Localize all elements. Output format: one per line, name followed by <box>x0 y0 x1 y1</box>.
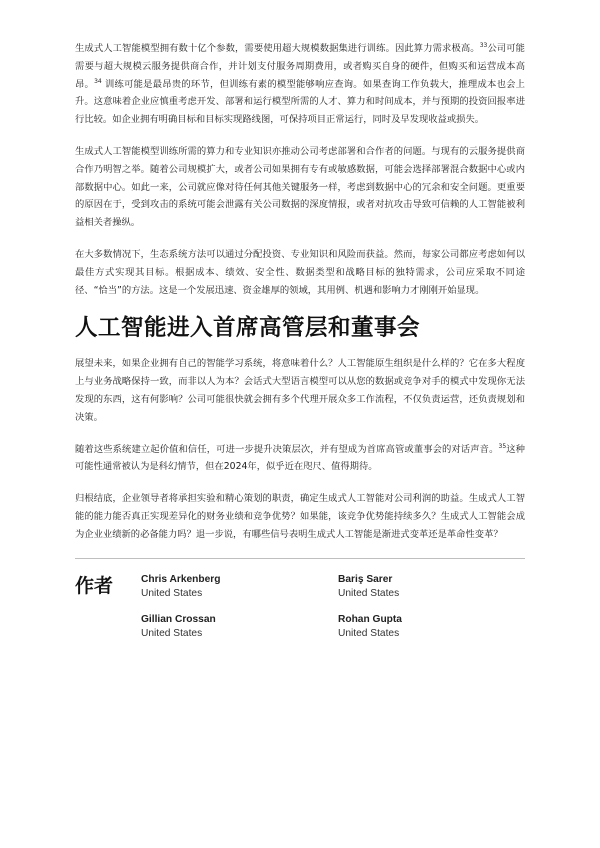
author-name: Gillian Crossan <box>141 613 216 625</box>
author-card <box>141 613 216 641</box>
paragraph-text: 在大多数情况下，生态系统方法可以通过分配投资、专业知识和风险而获益。然而，每家公司都应考虑如何以最佳方式实现其目标。根据成本、绩效、安全性、数据类型和战略目标的独特需求，公司应采取不同途径、“恰当”的方法。这是一个发展迅速、资金雄厚的领域，其用例、机遇和影响力才刚刚开始显现。 <box>75 248 525 296</box>
authors-heading: 作者 <box>75 574 114 597</box>
paragraph <box>75 143 525 232</box>
footnote-ref: 33 <box>479 41 488 49</box>
authors-section <box>75 573 525 663</box>
author-card <box>338 573 399 601</box>
paragraph <box>75 490 525 543</box>
paragraph-text: 随着这些系统建立起价值和信任，可进一步提升决策层次，并有望成为首席高管或董事会的对话声音。 <box>75 443 499 455</box>
paragraph-text: 训练可能是最昂贵的环节，但训练有素的模型能够响应查询。如果查询工作负载大，推理成本也会上升。这意味着企业应慎重考虑开发、部署和运行模型所需的人才、算力和时间成本，并与预期的投资回报率进行比较。如企业拥有明确目标和目标实现路线图，可保持项目正常运行，同时及早发现收益或损失。 <box>75 78 525 126</box>
paragraph-text: 归根结底，企业领导者将承担实验和精心策划的职责，确定生成式人工智能对公司利润的助益。生成式人工智能的能力能否真正实现差异化的财务业绩和竞争优势？如果能，该竞争优势能持续多久？生成式人工智能会成为企业业绩新的必备能力吗？退一步说，有哪些信号表明生成式人工智能是渐进式变革还是革命性变革？ <box>75 493 525 540</box>
author-card <box>141 573 220 601</box>
paragraph <box>75 40 525 129</box>
paragraph <box>75 246 525 299</box>
paragraph-text: 展望未来，如果企业拥有自己的智能学习系统，将意味着什么？人工智能原生组织是什么样的？它在多大程度上与业务战略保持一致，而非以人为本？会话式大型语言模型可以从您的数据或竞争对手的模式中发现你无法发现的东西，这有何影响？公司可能很快就会拥有多个代理开展众多工作流程，不仅负责运营，还负责规划和决策。 <box>75 358 525 423</box>
footnote-ref: 35 <box>498 442 507 450</box>
divider <box>75 558 525 559</box>
section-title: 人工智能进入首席高管层和董事会 <box>75 315 421 342</box>
paragraph-text: 公司可能需要与超大规模云服务提供商合作，并计划支付服务周期费用，或者购买自身的硬件，但购买和运营成本高昂。 <box>75 43 525 90</box>
author-card <box>338 613 402 641</box>
paragraph-text: 这种可能性通常被认为是科幻情节，但在2024年，似乎近在咫尺、值得期待。 <box>75 443 525 473</box>
paragraph <box>75 355 525 426</box>
author-name: Chris Arkenberg <box>141 573 221 585</box>
paragraph <box>75 441 525 477</box>
page-content <box>75 40 525 663</box>
intro-paragraphs <box>75 40 525 299</box>
paragraph-text: 生成式人工智能模型拥有数十亿个参数，需要使用超大规模数据集进行训练。因此算力需求极高。 <box>75 43 480 54</box>
author-country: United States <box>141 587 203 599</box>
author-country: United States <box>338 627 400 639</box>
footnote-ref: 34 <box>94 77 102 85</box>
author-name: Bariş Sarer <box>338 573 393 585</box>
author-country: United States <box>141 627 203 639</box>
section-paragraphs <box>75 355 525 543</box>
author-name: Rohan Gupta <box>338 613 402 625</box>
paragraph-text: 生成式人工智能模型训练所需的算力和专业知识亦推动公司考虑部署和合作者的问题。与现有的云服务提供商合作乃明智之举。随着公司规模扩大，或者公司如果拥有专有或敏感数据，可能会选择部署混合数据中心或内部数据中心。如此一来，公司就应像对待任何其他关键服务一样，考虑到数据中心的冗余和安全问题。更重要的原因在于，受到攻击的系统可能会泄露有关公司数据的深度情报，或者对抗攻击导致可信赖的人工智能被利益相关者操纵。 <box>75 145 525 229</box>
author-country: United States <box>338 587 400 599</box>
